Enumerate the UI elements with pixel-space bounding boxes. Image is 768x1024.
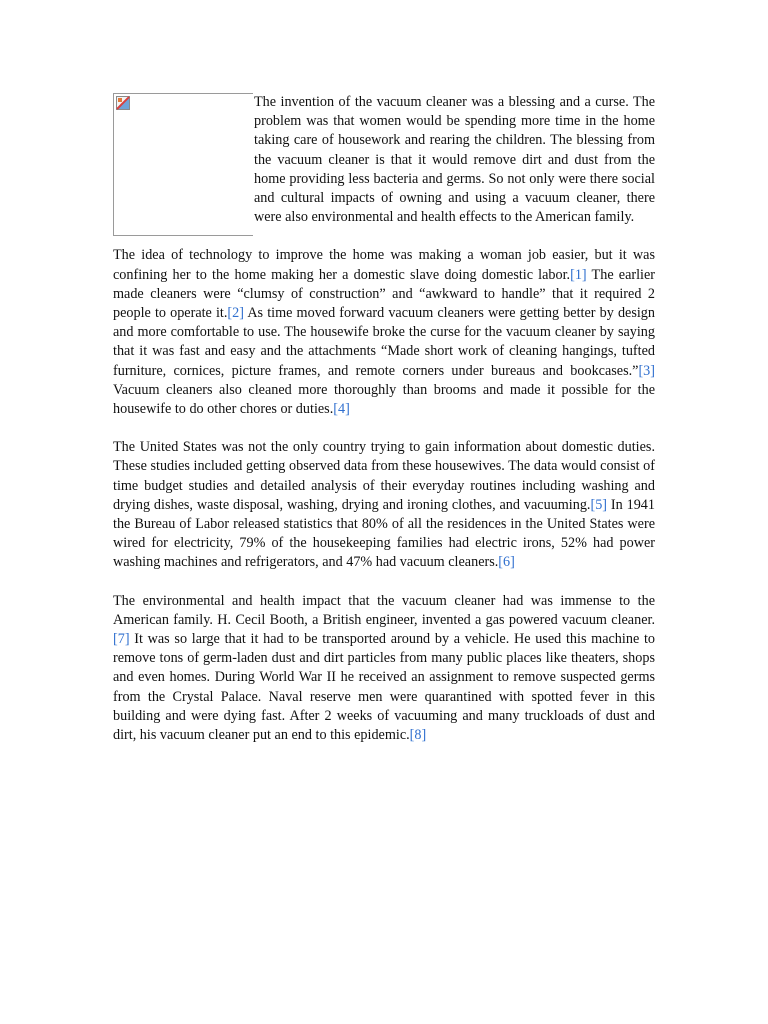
image-placeholder xyxy=(113,93,253,236)
paragraph-text: Vacuum cleaners also cleaned more thoroughly than brooms and made it possible for the housewife to do other chores or duties. xyxy=(113,381,655,418)
paragraph xyxy=(113,246,655,419)
footnote-link[interactable]: [1] xyxy=(570,266,587,283)
paragraph xyxy=(113,592,655,746)
footnote-link[interactable]: [8] xyxy=(409,727,427,744)
footnote-link[interactable]: [5] xyxy=(590,496,608,513)
paragraph-text: As time moved forward vacuum cleaners were getting better by design and more comfortable to use. The housewife broke the curse for the vacuum cleaner by saying that it was fast and easy and the attachments “Made short work of cleaning hangings, tufted furniture, cornices, picture frames, and remote corners under bureaus and bookcases.” xyxy=(113,305,655,379)
footnote-link[interactable]: [6] xyxy=(498,554,515,571)
paragraph-text: The invention of the vacuum cleaner was a blessing and a curse. The problem was that women would be spending more time in the home taking care of housework and rearing the children. The blessing from the vacuum cleaner is that it would remove dirt and dust from the home providing less bacteria and germs. So not only were there social and cultural impacts of owning and using a vacuum cleaner, there were also environmental and health effects to the American family. xyxy=(254,94,655,226)
paragraph-text: The idea of technology to improve the home was making a woman job easier, but it was confining her to the home making her a domestic slave doing domestic labor. xyxy=(113,247,655,283)
paragraph-text: The earlier made cleaners were “clumsy of construction” and “awkward to handle” that it required 2 people to operate it. xyxy=(113,266,656,322)
paragraph-text: The environmental and health impact that the vacuum cleaner had was immense to the American family. H. Cecil Booth, a British engineer, invented a gas powered vacuum cleaner. xyxy=(113,592,655,628)
footnote-link[interactable]: [3] xyxy=(638,362,655,379)
paragraph-text: In 1941 the Bureau of Labor released statistics that 80% of all the residences in the United States were wired for electricity, 79% of the housekeeping families had electric irons, 52% had power washing machines and refrigerators, and 47% had vacuum cleaners. xyxy=(113,496,655,571)
footnote-link[interactable]: [4] xyxy=(333,401,350,418)
paragraph xyxy=(113,438,655,572)
broken-image-icon xyxy=(116,96,130,110)
footnote-link[interactable]: [2] xyxy=(227,305,244,322)
paragraph-text: It was so large that it had to be transported around by a vehicle. He used this machine to remove tons of germ-laden dust and dirt particles from many public places like theaters, shops and even homes. During World War II he received an assignment to remove suspected germs from the Crystal Palace. Naval reserve men were quarantined with spotted fever in this building and were dying fast. After 2 weeks of vacuuming and many truckloads of dust and dirt, his vacuum cleaner put an end to this epidemic. xyxy=(113,631,655,744)
footnote-link[interactable]: [7] xyxy=(113,631,130,648)
document-body xyxy=(113,93,655,764)
paragraph-text: The United States was not the only country trying to gain information about domestic duties. These studies included getting observed data from these housewives. The data would consist of time budget studies and detailed analysis of their everyday routines including washing and drying dishes, waste disposal, washing, drying and ironing clothes, and vacuuming. xyxy=(113,439,655,513)
